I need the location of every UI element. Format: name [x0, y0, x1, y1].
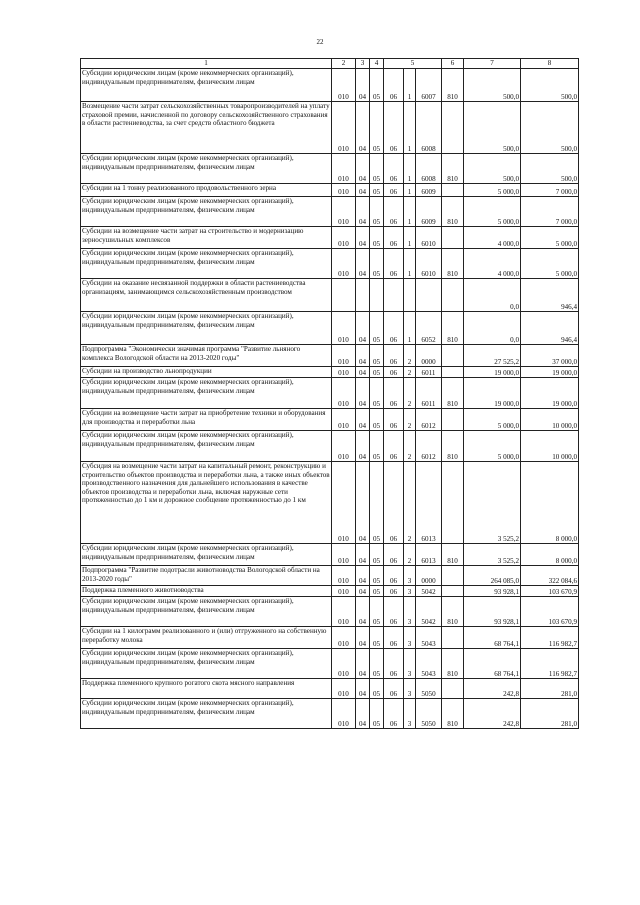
code-target-item: 6008	[416, 154, 442, 184]
table-row	[81, 154, 579, 184]
code-section: 04	[356, 227, 370, 249]
code-subsection: 05	[370, 699, 384, 729]
code-target-program: 06	[384, 586, 404, 597]
code-section: 04	[356, 102, 370, 154]
table-row	[81, 462, 579, 544]
amount-col-7: 5 000,0	[464, 184, 521, 197]
code-target-program	[384, 279, 404, 312]
code-expense-type	[442, 184, 464, 197]
amount-col-8: 103 670,9	[521, 597, 579, 627]
amount-col-7: 68 764,1	[464, 627, 521, 649]
amount-col-8: 500,0	[521, 69, 579, 102]
code-target-sub: 2	[404, 345, 416, 367]
code-admin: 010	[332, 597, 356, 627]
code-target-program: 06	[384, 367, 404, 378]
table-row	[81, 102, 579, 154]
code-section: 04	[356, 566, 370, 586]
code-target-program: 06	[384, 312, 404, 345]
code-expense-type: 810	[442, 197, 464, 227]
code-section: 04	[356, 312, 370, 345]
code-subsection: 05	[370, 69, 384, 102]
code-section: 04	[356, 367, 370, 378]
code-expense-type: 810	[442, 544, 464, 566]
code-section: 04	[356, 544, 370, 566]
code-admin: 010	[332, 367, 356, 378]
code-subsection: 05	[370, 586, 384, 597]
amount-col-8: 116 982,7	[521, 649, 579, 679]
amount-col-8: 103 670,9	[521, 586, 579, 597]
code-admin: 010	[332, 679, 356, 699]
code-section: 04	[356, 431, 370, 462]
amount-col-7: 242,8	[464, 679, 521, 699]
code-subsection: 05	[370, 409, 384, 431]
code-target-item: 6013	[416, 544, 442, 566]
code-target-sub: 3	[404, 586, 416, 597]
code-admin: 010	[332, 184, 356, 197]
code-admin: 010	[332, 312, 356, 345]
code-admin: 010	[332, 345, 356, 367]
row-name: Поддержка племенного крупного рогатого скота мясного направления	[81, 679, 332, 699]
code-target-sub: 2	[404, 409, 416, 431]
table-row	[81, 249, 579, 279]
code-target-program: 06	[384, 566, 404, 586]
code-admin: 010	[332, 197, 356, 227]
row-name: Субсидии юридическим лицам (кроме некоммерческих организаций), индивидуальным предпринимателям, физическим лицам	[81, 312, 332, 345]
code-target-sub: 1	[404, 227, 416, 249]
row-name: Подпрограмма "Развитие подотрасли животноводства Вологодской области на 2013-2020 годы"	[81, 566, 332, 586]
code-section: 04	[356, 699, 370, 729]
code-admin: 010	[332, 649, 356, 679]
code-target-program: 06	[384, 649, 404, 679]
code-target-program: 06	[384, 679, 404, 699]
row-name: Субсидии юридическим лицам (кроме некоммерческих организаций), индивидуальным предпринимателям, физическим лицам	[81, 544, 332, 566]
code-target-program: 06	[384, 699, 404, 729]
code-expense-type: 810	[442, 312, 464, 345]
code-target-program: 06	[384, 431, 404, 462]
amount-col-8: 322 084,6	[521, 566, 579, 586]
code-target-item: 6009	[416, 197, 442, 227]
row-name: Субсидии юридическим лицам (кроме некоммерческих организаций), индивидуальным предпринимателям, физическим лицам	[81, 69, 332, 102]
code-subsection	[370, 279, 384, 312]
code-expense-type	[442, 409, 464, 431]
code-expense-type	[442, 586, 464, 597]
amount-col-7: 264 085,0	[464, 566, 521, 586]
table-row	[81, 367, 579, 378]
code-target-program: 06	[384, 409, 404, 431]
code-target-program: 06	[384, 184, 404, 197]
table-row	[81, 699, 579, 729]
code-target-item: 0000	[416, 345, 442, 367]
amount-col-7: 5 000,0	[464, 197, 521, 227]
code-target-program: 06	[384, 462, 404, 544]
amount-col-7: 3 525,2	[464, 544, 521, 566]
amount-col-8: 500,0	[521, 102, 579, 154]
amount-col-8: 946,4	[521, 279, 579, 312]
code-subsection: 05	[370, 184, 384, 197]
code-target-program: 06	[384, 227, 404, 249]
code-target-sub: 2	[404, 367, 416, 378]
code-target-program: 06	[384, 102, 404, 154]
code-expense-type	[442, 566, 464, 586]
code-target-item: 5042	[416, 586, 442, 597]
code-admin: 010	[332, 154, 356, 184]
amount-col-8: 10 000,0	[521, 409, 579, 431]
table-row	[81, 184, 579, 197]
code-section: 04	[356, 69, 370, 102]
code-expense-type	[442, 627, 464, 649]
header-col-3: 3	[356, 59, 370, 69]
row-name: Субсидии юридическим лицам (кроме некоммерческих организаций), индивидуальным предпринимателям, физическим лицам	[81, 154, 332, 184]
code-target-item: 6012	[416, 431, 442, 462]
amount-col-7: 0,0	[464, 312, 521, 345]
code-admin: 010	[332, 699, 356, 729]
code-admin: 010	[332, 378, 356, 409]
amount-col-8: 116 982,7	[521, 627, 579, 649]
code-target-sub: 1	[404, 312, 416, 345]
code-admin: 010	[332, 409, 356, 431]
code-expense-type	[442, 279, 464, 312]
code-target-sub: 1	[404, 102, 416, 154]
amount-col-8: 946,4	[521, 312, 579, 345]
row-name: Субсидии юридическим лицам (кроме некоммерческих организаций), индивидуальным предпринимателям, физическим лицам	[81, 378, 332, 409]
code-target-program: 06	[384, 597, 404, 627]
row-name: Субсидии на 1 тонну реализованного продовольственного зерна	[81, 184, 332, 197]
amount-col-7: 500,0	[464, 102, 521, 154]
header-col-1: 1	[81, 59, 332, 69]
code-target-item: 6011	[416, 367, 442, 378]
table-row	[81, 431, 579, 462]
table-row	[81, 312, 579, 345]
row-name: Подпрограмма "Экономически значимая программа "Развитие льняного комплекса Вологодской области на 2013-2020 годы"	[81, 345, 332, 367]
code-admin: 010	[332, 227, 356, 249]
table-row	[81, 586, 579, 597]
amount-col-7: 500,0	[464, 69, 521, 102]
code-target-item: 6008	[416, 102, 442, 154]
code-admin: 010	[332, 462, 356, 544]
table-row	[81, 566, 579, 586]
code-section: 04	[356, 597, 370, 627]
header-col-7: 7	[464, 59, 521, 69]
code-expense-type	[442, 679, 464, 699]
table-row	[81, 197, 579, 227]
code-target-sub: 1	[404, 184, 416, 197]
amount-col-8: 5 000,0	[521, 227, 579, 249]
code-subsection: 05	[370, 627, 384, 649]
row-name: Субсидии юридическим лицам (кроме некоммерческих организаций), индивидуальным предпринимателям, физическим лицам	[81, 197, 332, 227]
code-target-sub: 1	[404, 249, 416, 279]
table-row	[81, 279, 579, 312]
code-target-program: 06	[384, 627, 404, 649]
code-target-item: 5042	[416, 597, 442, 627]
code-target-item: 5050	[416, 679, 442, 699]
code-target-item: 6010	[416, 249, 442, 279]
header-col-5: 5	[384, 59, 442, 69]
code-expense-type: 810	[442, 378, 464, 409]
code-section: 04	[356, 627, 370, 649]
amount-col-8: 281,0	[521, 699, 579, 729]
row-name: Субсидии юридическим лицам (кроме некоммерческих организаций), индивидуальным предпринимателям, физическим лицам	[81, 431, 332, 462]
code-target-item: 6007	[416, 69, 442, 102]
table-body	[81, 69, 579, 729]
amount-col-7: 4 000,0	[464, 249, 521, 279]
code-target-program: 06	[384, 69, 404, 102]
code-target-sub: 2	[404, 378, 416, 409]
amount-col-8: 500,0	[521, 154, 579, 184]
code-target-sub: 3	[404, 649, 416, 679]
code-expense-type	[442, 367, 464, 378]
amount-col-8: 8 000,0	[521, 544, 579, 566]
code-subsection: 05	[370, 345, 384, 367]
code-target-sub: 3	[404, 699, 416, 729]
amount-col-8: 19 000,0	[521, 378, 579, 409]
amount-col-7: 5 000,0	[464, 431, 521, 462]
code-target-sub: 3	[404, 566, 416, 586]
code-target-item: 6012	[416, 409, 442, 431]
table-row	[81, 649, 579, 679]
code-target-item: 6010	[416, 227, 442, 249]
code-subsection: 05	[370, 249, 384, 279]
code-target-item: 6052	[416, 312, 442, 345]
code-target-item: 6009	[416, 184, 442, 197]
code-subsection: 05	[370, 378, 384, 409]
page-number: 22	[316, 38, 324, 46]
header-col-8: 8	[521, 59, 579, 69]
table-row	[81, 544, 579, 566]
code-section: 04	[356, 154, 370, 184]
code-section	[356, 279, 370, 312]
code-target-sub: 1	[404, 197, 416, 227]
code-target-item: 6011	[416, 378, 442, 409]
amount-col-8: 10 000,0	[521, 431, 579, 462]
row-name: Субсидии на производство льнопродукции	[81, 367, 332, 378]
code-expense-type	[442, 345, 464, 367]
table-row	[81, 378, 579, 409]
code-subsection: 05	[370, 649, 384, 679]
code-target-sub: 3	[404, 597, 416, 627]
code-subsection: 05	[370, 679, 384, 699]
row-name: Субсидии юридическим лицам (кроме некоммерческих организаций), индивидуальным предпринимателям, физическим лицам	[81, 597, 332, 627]
code-target-sub: 2	[404, 544, 416, 566]
code-admin: 010	[332, 544, 356, 566]
code-admin: 010	[332, 69, 356, 102]
code-subsection: 05	[370, 566, 384, 586]
code-section: 04	[356, 345, 370, 367]
code-expense-type	[442, 102, 464, 154]
code-subsection: 05	[370, 367, 384, 378]
code-section: 04	[356, 249, 370, 279]
code-section: 04	[356, 197, 370, 227]
code-subsection: 05	[370, 462, 384, 544]
row-name: Возмещение части затрат сельскохозяйственных товаропроизводителей на уплату страховой премии, начисленной по договору сельскохозяйственного страхования в области растениеводства, за счет средств областного бюджета	[81, 102, 332, 154]
row-name: Субсидии юридическим лицам (кроме некоммерческих организаций), индивидуальным предпринимателям, физическим лицам	[81, 699, 332, 729]
amount-col-7: 27 525,2	[464, 345, 521, 367]
amount-col-7: 4 000,0	[464, 227, 521, 249]
code-subsection: 05	[370, 597, 384, 627]
header-col-4: 4	[370, 59, 384, 69]
code-target-sub: 3	[404, 627, 416, 649]
code-subsection: 05	[370, 227, 384, 249]
row-name: Поддержка племенного животноводства	[81, 586, 332, 597]
code-expense-type	[442, 462, 464, 544]
amount-col-8: 19 000,0	[521, 367, 579, 378]
row-name: Субсидия на возмещение части затрат на капитальный ремонт, реконструкцию и строительство объектов производства и переработки льна, а также иных объектов производственного назначения для дальнейшего использования в качестве объектов производства и переработки льна, включая наружные сети протяженностью до 1 км и дорожное сообщение протяженностью до 1 км	[81, 462, 332, 544]
code-section: 04	[356, 409, 370, 431]
code-expense-type: 810	[442, 69, 464, 102]
amount-col-8: 7 000,0	[521, 197, 579, 227]
row-name: Субсидии на оказание несвязанной поддержки в области растениеводства организациям, занимающимся сельскохозяйственным производством	[81, 279, 332, 312]
code-target-item	[416, 279, 442, 312]
row-name: Субсидии на 1 килограмм реализованного и (или) отгруженного на собственную переработку молока	[81, 627, 332, 649]
code-section: 04	[356, 184, 370, 197]
code-section: 04	[356, 462, 370, 544]
row-name: Субсидии юридическим лицам (кроме некоммерческих организаций), индивидуальным предпринимателям, физическим лицам	[81, 249, 332, 279]
code-target-sub	[404, 279, 416, 312]
code-section: 04	[356, 586, 370, 597]
code-target-sub: 1	[404, 154, 416, 184]
amount-col-7: 19 000,0	[464, 378, 521, 409]
amount-col-7: 242,8	[464, 699, 521, 729]
code-subsection: 05	[370, 102, 384, 154]
amount-col-7: 93 928,1	[464, 586, 521, 597]
code-admin: 010	[332, 249, 356, 279]
code-target-program: 06	[384, 378, 404, 409]
code-target-program: 06	[384, 345, 404, 367]
code-section: 04	[356, 679, 370, 699]
header-col-2: 2	[332, 59, 356, 69]
code-target-sub: 1	[404, 69, 416, 102]
amount-col-7: 3 525,2	[464, 462, 521, 544]
header-row	[81, 59, 579, 69]
code-target-item: 5043	[416, 627, 442, 649]
table-row	[81, 345, 579, 367]
code-expense-type: 810	[442, 649, 464, 679]
code-target-program: 06	[384, 197, 404, 227]
code-target-program: 06	[384, 544, 404, 566]
code-subsection: 05	[370, 544, 384, 566]
amount-col-7: 93 928,1	[464, 597, 521, 627]
code-expense-type: 810	[442, 597, 464, 627]
code-expense-type: 810	[442, 249, 464, 279]
code-target-item: 0000	[416, 566, 442, 586]
code-target-item: 5050	[416, 699, 442, 729]
table-row	[81, 409, 579, 431]
code-expense-type: 810	[442, 699, 464, 729]
header-col-6: 6	[442, 59, 464, 69]
code-target-item: 5043	[416, 649, 442, 679]
code-target-item: 6013	[416, 462, 442, 544]
code-subsection: 05	[370, 312, 384, 345]
code-target-sub: 2	[404, 431, 416, 462]
budget-table	[80, 58, 579, 729]
code-expense-type	[442, 227, 464, 249]
code-section: 04	[356, 378, 370, 409]
amount-col-8: 8 000,0	[521, 462, 579, 544]
table-row	[81, 69, 579, 102]
code-subsection: 05	[370, 154, 384, 184]
table-row	[81, 679, 579, 699]
amount-col-8: 7 000,0	[521, 184, 579, 197]
code-subsection: 05	[370, 431, 384, 462]
code-expense-type: 810	[442, 431, 464, 462]
code-admin: 010	[332, 566, 356, 586]
code-expense-type: 810	[442, 154, 464, 184]
row-name: Субсидии на возмещение части затрат на приобретение техники и оборудования для производства и переработки льна	[81, 409, 332, 431]
code-admin: 010	[332, 586, 356, 597]
row-name: Субсидии юридическим лицам (кроме некоммерческих организаций), индивидуальным предпринимателям, физическим лицам	[81, 649, 332, 679]
code-target-program: 06	[384, 249, 404, 279]
amount-col-8: 37 000,0	[521, 345, 579, 367]
code-target-program: 06	[384, 154, 404, 184]
amount-col-7: 19 000,0	[464, 367, 521, 378]
amount-col-7: 5 000,0	[464, 409, 521, 431]
table-row	[81, 597, 579, 627]
code-section: 04	[356, 649, 370, 679]
table-row	[81, 227, 579, 249]
amount-col-7: 0,0	[464, 279, 521, 312]
row-name: Субсидии на возмещение части затрат на строительство и модернизацию зерносушильных комплексов	[81, 227, 332, 249]
code-subsection: 05	[370, 197, 384, 227]
amount-col-8: 281,0	[521, 679, 579, 699]
code-admin	[332, 279, 356, 312]
code-admin: 010	[332, 431, 356, 462]
code-admin: 010	[332, 102, 356, 154]
code-admin: 010	[332, 627, 356, 649]
code-target-sub: 2	[404, 462, 416, 544]
table-row	[81, 627, 579, 649]
amount-col-8: 5 000,0	[521, 249, 579, 279]
amount-col-7: 500,0	[464, 154, 521, 184]
code-target-sub: 3	[404, 679, 416, 699]
amount-col-7: 68 764,1	[464, 649, 521, 679]
